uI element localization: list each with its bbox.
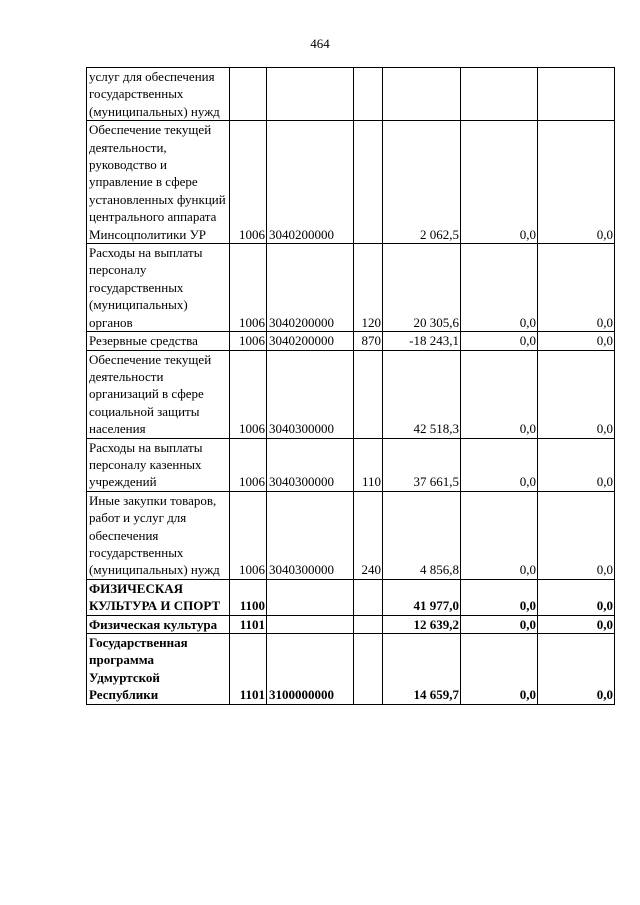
row-sum3: 0,0 (538, 634, 615, 705)
table-row (87, 350, 615, 438)
row-name: Обеспечение текущей деятельности организаций в сфере социальной защиты населения (87, 350, 230, 438)
row-type (354, 350, 383, 438)
row-section: 1101 (230, 634, 267, 705)
row-sum3: 0,0 (538, 244, 615, 332)
row-name: Резервные средства (87, 332, 230, 350)
row-type (354, 615, 383, 633)
row-sum2: 0,0 (461, 634, 538, 705)
row-name: Государственная программа Удмуртской Республики (87, 634, 230, 705)
row-sum3: 0,0 (538, 491, 615, 579)
row-sum3: 0,0 (538, 332, 615, 350)
row-sum2: 0,0 (461, 244, 538, 332)
row-sum1: 37 661,5 (383, 438, 461, 491)
row-section: 1006 (230, 332, 267, 350)
row-section: 1006 (230, 438, 267, 491)
row-type: 870 (354, 332, 383, 350)
row-sum3: 0,0 (538, 579, 615, 615)
row-section (230, 68, 267, 121)
row-sum2: 0,0 (461, 332, 538, 350)
row-type (354, 121, 383, 244)
budget-table (86, 67, 615, 705)
row-sum1: 2 062,5 (383, 121, 461, 244)
row-sum3: 0,0 (538, 438, 615, 491)
row-section: 1006 (230, 121, 267, 244)
row-sum1: 42 518,3 (383, 350, 461, 438)
row-type (354, 68, 383, 121)
row-sum3: 0,0 (538, 350, 615, 438)
row-section: 1006 (230, 244, 267, 332)
row-sum2: 0,0 (461, 615, 538, 633)
row-name: Иные закупки товаров, работ и услуг для обеспечения государственных (муниципальных) нужд (87, 491, 230, 579)
row-target: 3040300000 (267, 491, 354, 579)
row-name: Физическая культура (87, 615, 230, 633)
row-name: Обеспечение текущей деятельности, руководство и управление в сфере установленных функций центрального аппарата Минсоцполитики УР (87, 121, 230, 244)
row-target (267, 68, 354, 121)
row-type: 240 (354, 491, 383, 579)
table-row (87, 244, 615, 332)
row-name: Расходы на выплаты персоналу государственных (муниципальных) органов (87, 244, 230, 332)
row-type (354, 579, 383, 615)
row-sum1: -18 243,1 (383, 332, 461, 350)
row-name: ФИЗИЧЕСКАЯ КУЛЬТУРА И СПОРТ (87, 579, 230, 615)
row-target (267, 579, 354, 615)
row-sum2: 0,0 (461, 438, 538, 491)
row-section: 1100 (230, 579, 267, 615)
row-sum2 (461, 68, 538, 121)
row-sum3: 0,0 (538, 615, 615, 633)
row-sum2: 0,0 (461, 579, 538, 615)
table-row (87, 634, 615, 705)
row-section: 1006 (230, 350, 267, 438)
row-sum1: 4 856,8 (383, 491, 461, 579)
row-target: 3040200000 (267, 121, 354, 244)
row-section: 1006 (230, 491, 267, 579)
row-type: 110 (354, 438, 383, 491)
row-target: 3100000000 (267, 634, 354, 705)
row-section: 1101 (230, 615, 267, 633)
row-sum1 (383, 68, 461, 121)
row-sum3 (538, 68, 615, 121)
row-target (267, 615, 354, 633)
row-target: 3040300000 (267, 438, 354, 491)
row-type: 120 (354, 244, 383, 332)
table-row (87, 579, 615, 615)
row-sum2: 0,0 (461, 491, 538, 579)
row-type (354, 634, 383, 705)
page-number: 464 (310, 36, 330, 51)
table-row (87, 121, 615, 244)
table-row (87, 491, 615, 579)
budget-table-body (87, 68, 615, 705)
table-row (87, 68, 615, 121)
row-sum1: 14 659,7 (383, 634, 461, 705)
row-sum1: 12 639,2 (383, 615, 461, 633)
row-target: 3040200000 (267, 244, 354, 332)
row-sum2: 0,0 (461, 121, 538, 244)
row-name: услуг для обеспечения государственных (муниципальных) нужд (87, 68, 230, 121)
row-sum3: 0,0 (538, 121, 615, 244)
row-sum1: 20 305,6 (383, 244, 461, 332)
row-sum2: 0,0 (461, 350, 538, 438)
table-row (87, 615, 615, 633)
row-sum1: 41 977,0 (383, 579, 461, 615)
row-name: Расходы на выплаты персоналу казенных учреждений (87, 438, 230, 491)
table-row (87, 332, 615, 350)
row-target: 3040300000 (267, 350, 354, 438)
table-row (87, 438, 615, 491)
row-target: 3040200000 (267, 332, 354, 350)
